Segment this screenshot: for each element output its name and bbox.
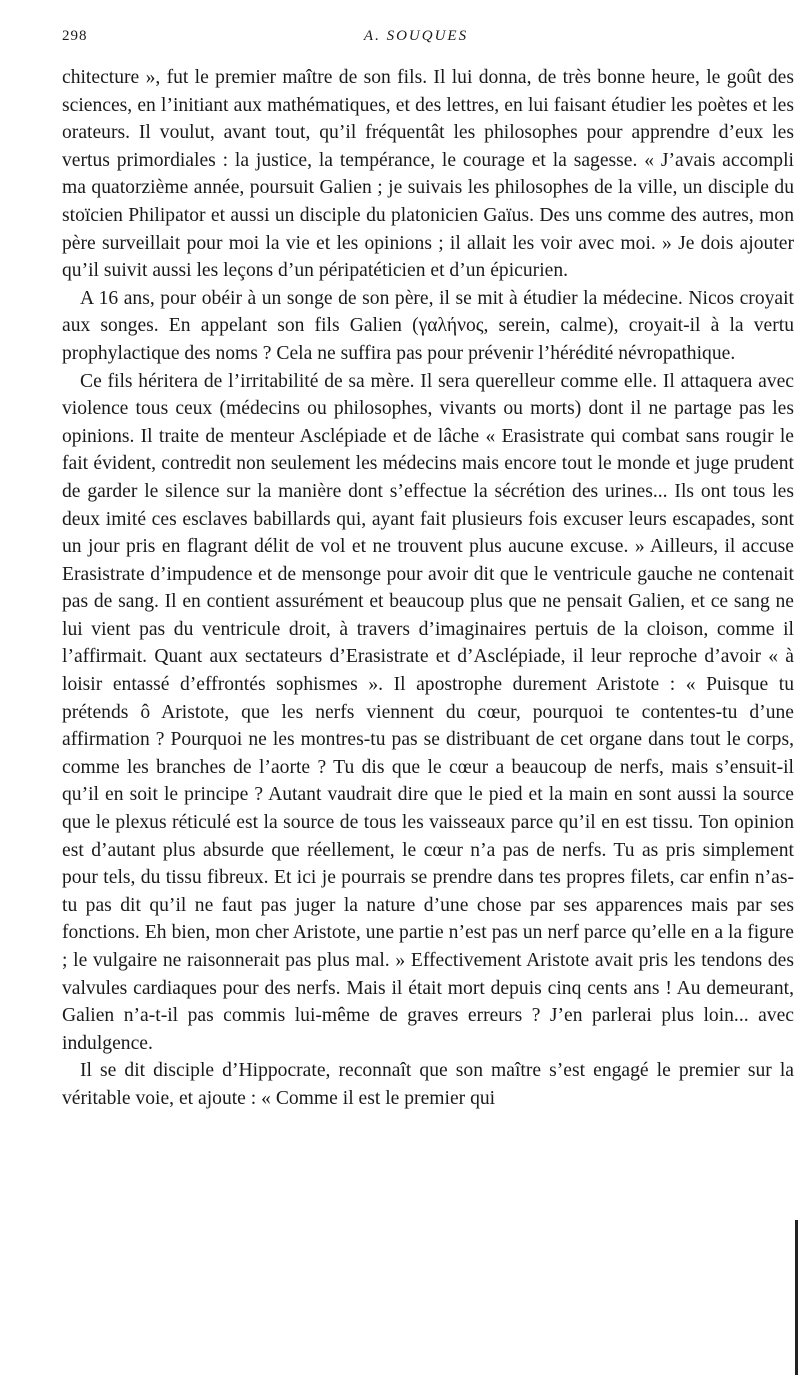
paragraph-4: Il se dit disciple d’Hippocrate, reconnaît que son maître s’est engagé le premier sur la véritable voie, et ajoute : « Comme il est le premier qui	[62, 1060, 794, 1109]
paragraph-2: A 16 ans, pour obéir à un songe de son père, il se mit à étudier la médecine. Nicos croyait aux songes. En appelant son fils Galien (γαλήνος, serein, calme), croyait-il à la vertu prophylactique des noms ? Cela ne suffira pas pour prévenir l’hérédité névropathique.	[62, 287, 794, 364]
paragraph-1: chitecture », fut le premier maître de son fils. Il lui donna, de très bonne heure, le goût des sciences, en l’initiant aux mathématiques, et des lettres, en lui faisant étudier les poètes et les orateurs. Il voulut, avant tout, qu’il fréquentât les philosophes pour apprendre d’eux les vertus primordiales : la justice, la tempérance, le courage et la sagesse. « J’avais accompli ma quatorzième année, poursuit Galien ; je suivais les philosophes de la ville, un disciple du stoïcien Philipator et aussi un disciple du platonicien Gaïus. Des uns comme des autres, mon père surveillait pour moi la vie et les opinions ; il allait les voir avec moi. » Je dois ajouter qu’il suivit aussi les leçons d’un péripatéticien et d’un épicurien.	[62, 67, 794, 282]
running-head	[62, 28, 770, 52]
body-text	[62, 64, 794, 1113]
page-edge-mark	[795, 1220, 798, 1375]
page-number: 298	[62, 28, 88, 44]
paragraph-3: Ce fils héritera de l’irritabilité de sa mère. Il sera querelleur comme elle. Il attaquera avec violence tous ceux (médecins ou philosophes, vivants ou morts) dont il ne partage pas les opinions. Il traite de menteur Asclépiade et de lâche « Erasistrate qui combat sans rougir le fait évident, contredit non seulement les médecins mais encore tout le monde et juge prudent de garder le silence sur la manière dont s’effectue la sécrétion des urines... Ils ont tous les deux imité ces esclaves babillards qui, ayant fait plusieurs fois excuser leurs escapades, sont un jour pris en flagrant délit de vol et ne trouvent plus aucune excuse. » Ailleurs, il accuse Erasistrate d’impudence et de mensonge pour avoir dit que le ventricule gauche ne contenait pas de sang. Il en contient assurément et beaucoup plus que ne pensait Galien, et ce sang ne lui vient pas du ventricule droit, à travers d’imaginaires pertuis de la cloison, comme il l’affirmait. Quant aux sectateurs d’Erasistrate et d’Asclépiade, il leur reproche d’avoir « à loisir entassé d’effrontés sophismes ». Il apostrophe durement Aristote : « Puisque tu prétends ô Aristote, que les nerfs viennent du cœur, pourquoi te contentes-tu d’une affirmation ? Pourquoi ne les montres-tu pas se distribuant de cet organe dans tout le corps, comme les branches de l’aorte ? Tu dis que le cœur a beaucoup de nerfs, mais s’ensuit-il qu’il en soit le principe ? Autant vaudrait dire que le pied et la main en sont aussi la source que le plexus réticulé est la source de tous les vaisseaux parce qu’il en est tissu. Ton opinion est d’autant plus absurde que réellement, le cœur n’a pas de nerfs. Tu as pris simplement pour tels, du tissu fibreux. Et ici je pourrais se prendre dans tes propres filets, car enfin n’as-tu pas dit qu’il ne faut pas juger la nature d’une chose par ses apparences mais par ses fonctions. Eh bien, mon cher Aristote, une partie n’est pas un nerf parce qu’elle en a la figure ; le vulgaire ne raisonnerait pas plus mal. » Effectivement Aristote avait pris les tendons des valvules cardiaques pour des nerfs. Mais il était mort depuis cinq cents ans ! Au demeurant, Galien n’a-t-il pas commis lui-même de graves erreurs ? J’en parlerai plus loin... avec indulgence.	[62, 370, 794, 1054]
running-title: A. SOUQUES	[363, 28, 469, 44]
